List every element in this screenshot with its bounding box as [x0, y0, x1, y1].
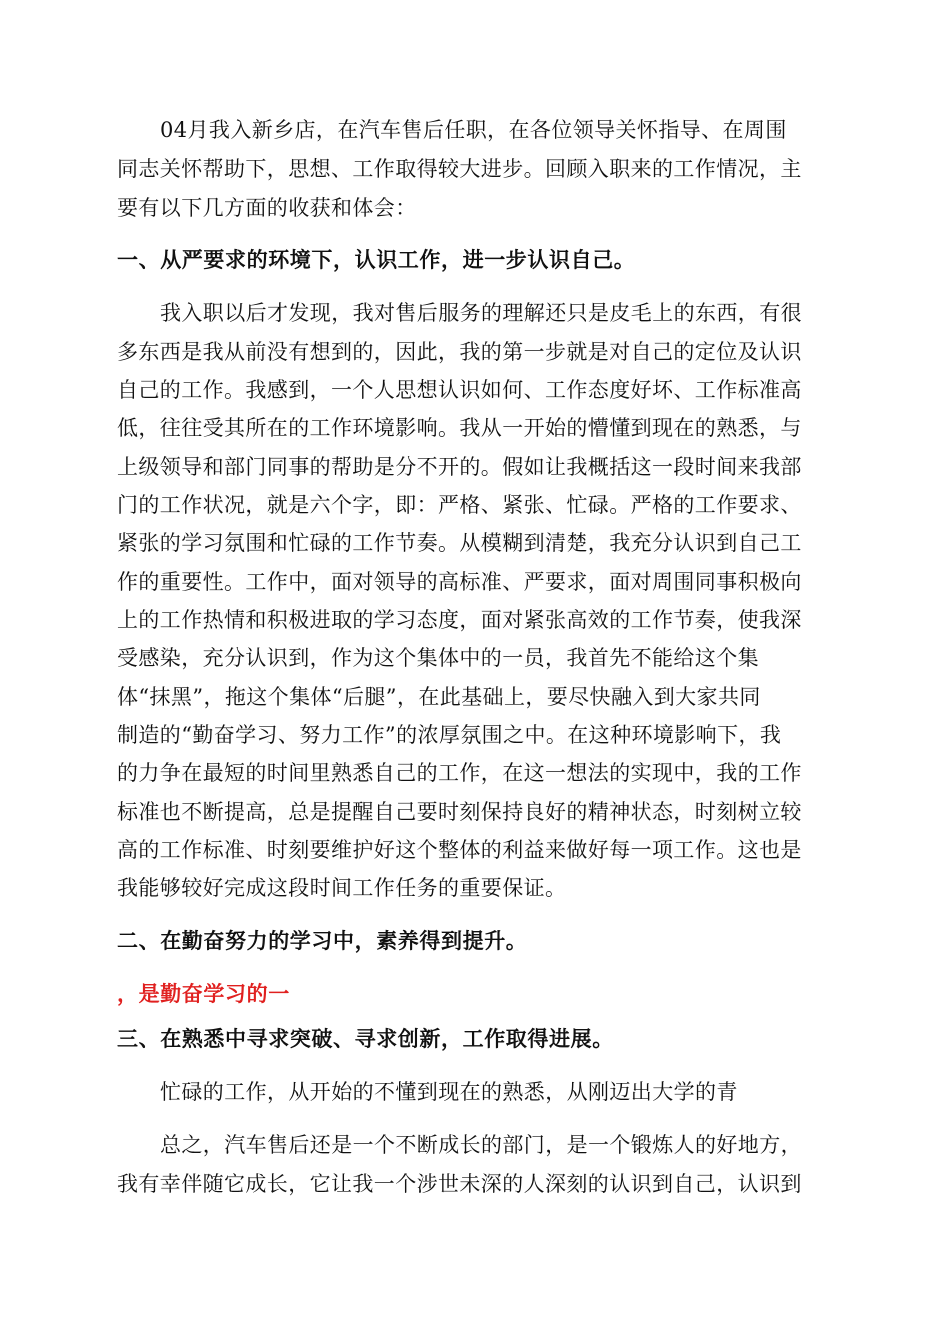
paragraph-line: 作的重要性。工作中，面对领导的高标准、严要求，面对周围同事积极向 — [117, 570, 802, 594]
paragraph-line: 要有以下几方面的收获和体会： — [117, 196, 417, 220]
paragraph-line: 我能够较好完成这段时间工作任务的重要保证。 — [117, 876, 567, 900]
paragraph-line: 我入职以后才发现，我对售后服务的理解还只是皮毛上的东西，有很 — [160, 301, 802, 325]
paragraph-line: 制造的“勤奋学习、努力工作”的浓厚氛围之中。在这种环境影响下，我 — [117, 723, 782, 747]
paragraph-line: 体“抹黑”，拖这个集体“后腿”，在此基础上，要尽快融入到大家共同 — [117, 685, 761, 709]
section-heading-1: 一、从严要求的环境下，认识工作，进一步认识自己。 — [117, 248, 636, 272]
paragraph-line: 标准也不断提高，总是提醒自己要时刻保持良好的精神状态，时刻树立较 — [117, 800, 802, 824]
paragraph-line: 忙碌的工作，从开始的不懂到现在的熟悉，从刚迈出大学的青 — [160, 1080, 738, 1104]
paragraph-line: 上级领导和部门同事的帮助是分不开的。假如让我概括这一段时间来我部 — [117, 455, 802, 479]
highlighted-fragment: ，是勤奋学习的一 — [117, 982, 290, 1006]
paragraph-line: 的力争在最短的时间里熟悉自己的工作，在这一想法的实现中，我的工作 — [117, 761, 802, 785]
paragraph-line: 自己的工作。我感到，一个人思想认识如何、工作态度好坏、工作标准高 — [117, 378, 802, 402]
section-heading-2: 二、在勤奋努力的学习中，素养得到提升。 — [117, 929, 528, 953]
paragraph-line: 受感染，充分认识到，作为这个集体中的一员，我首先不能给这个集 — [117, 646, 759, 670]
paragraph-line: 上的工作热情和积极进取的学习态度，面对紧张高效的工作节奏，使我深 — [117, 608, 802, 632]
paragraph-line: 我有幸伴随它成长，它让我一个涉世未深的人深刻的认识到自己，认识到 — [117, 1172, 802, 1196]
paragraph-line: 多东西是我从前没有想到的，因此，我的第一步就是对自己的定位及认识 — [117, 340, 802, 364]
paragraph-line: 低，往往受其所在的工作环境影响。我从一开始的懵懂到现在的熟悉，与 — [117, 416, 802, 440]
paragraph-line: 总之，汽车售后还是一个不断成长的部门，是一个锻炼人的好地方， — [160, 1133, 802, 1157]
section-heading-3: 三、在熟悉中寻求突破、寻求创新，工作取得进展。 — [117, 1027, 614, 1051]
paragraph-line: 高的工作标准、时刻要维护好这个整体的利益来做好每一项工作。这也是 — [117, 838, 802, 862]
paragraph-line: 同志关怀帮助下，思想、工作取得较大进步。回顾入职来的工作情况，主 — [117, 157, 802, 181]
paragraph-line: 04月我入新乡店，在汽车售后任职，在各位领导关怀指导、在周围 — [160, 118, 787, 142]
paragraph-line: 紧张的学习氛围和忙碌的工作节奏。从模糊到清楚，我充分认识到自己工 — [117, 531, 802, 555]
paragraph-line: 门的工作状况，就是六个字，即：严格、紧张、忙碌。严格的工作要求、 — [117, 493, 802, 517]
